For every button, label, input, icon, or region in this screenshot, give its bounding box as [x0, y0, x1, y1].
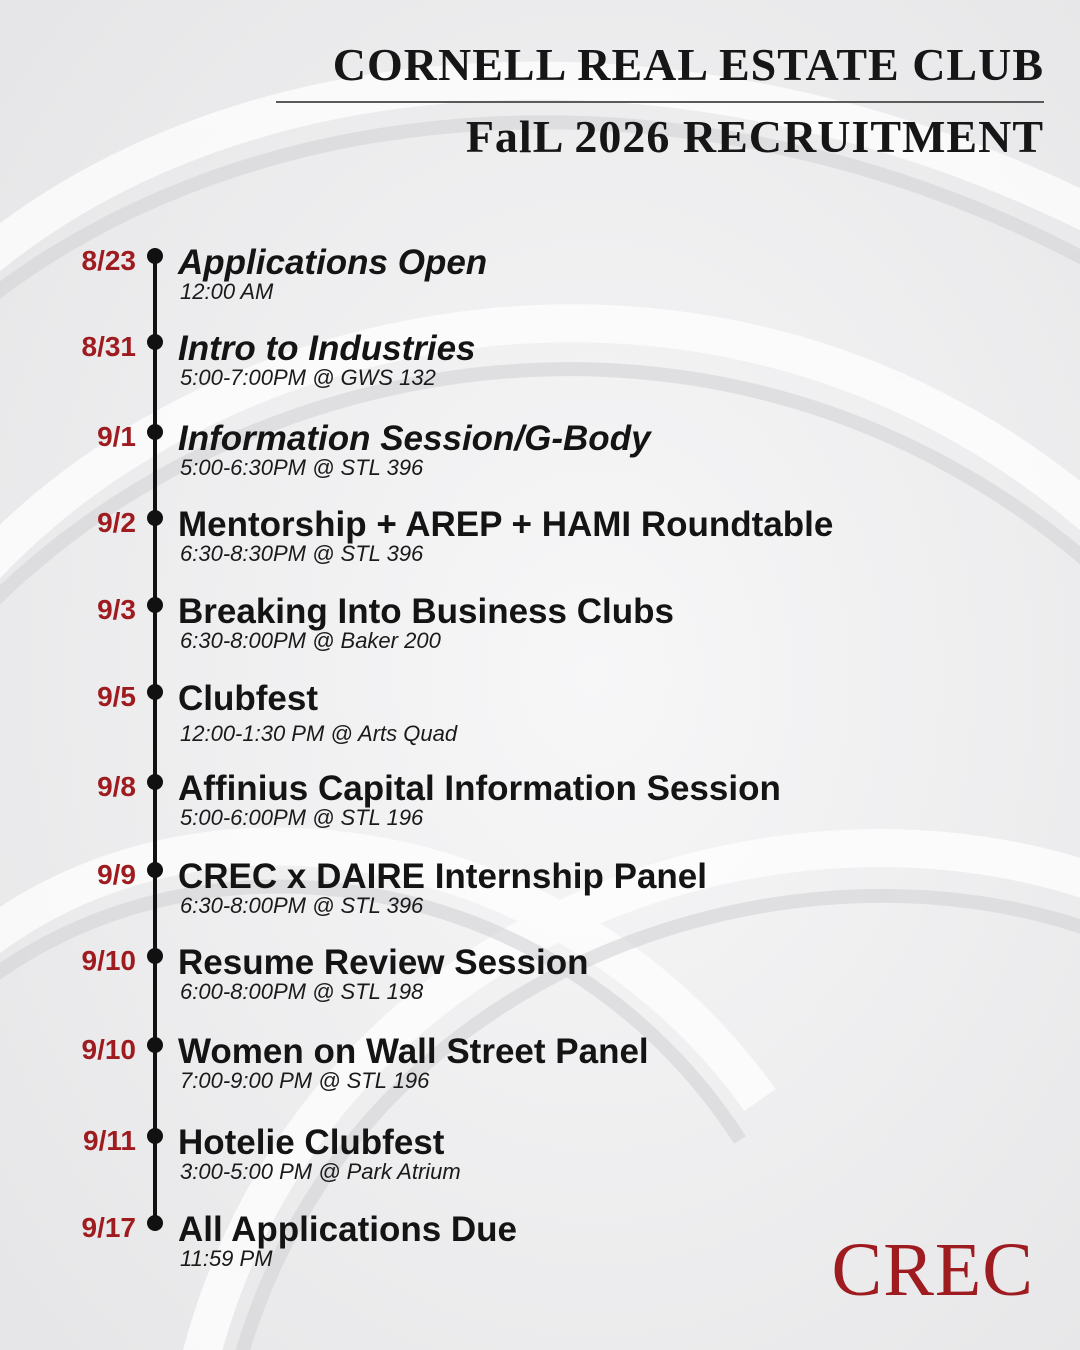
- event-time-location: 11:59 PM: [180, 1246, 273, 1271]
- timeline-dot: [147, 684, 163, 700]
- event-time-location: 5:00-6:00PM @ STL 196: [180, 805, 424, 830]
- event-title: Hotelie Clubfest: [178, 1123, 445, 1162]
- timeline-dot: [147, 248, 163, 264]
- event-date: 9/5: [97, 681, 136, 712]
- event-time-location: 6:30-8:30PM @ STL 396: [180, 541, 424, 566]
- event-date: 9/2: [97, 507, 136, 538]
- event-title: Women on Wall Street Panel: [178, 1032, 649, 1071]
- timeline-dot: [147, 424, 163, 440]
- timeline-event: [0, 944, 1080, 1024]
- timeline-dot: [147, 774, 163, 790]
- event-time-location: 6:30-8:00PM @ Baker 200: [180, 628, 441, 653]
- event-time-location: 6:00-8:00PM @ STL 198: [180, 979, 424, 1004]
- event-date: 9/11: [83, 1125, 136, 1156]
- timeline-event: [0, 770, 1080, 850]
- timeline-event: [0, 244, 1080, 324]
- event-time-location: 12:00 AM: [180, 279, 274, 304]
- timeline-dot: [147, 1215, 163, 1231]
- event-time-location: 5:00-6:30PM @ STL 396: [180, 455, 424, 480]
- recruitment-subtitle: FalL 2026 RECRUITMENT: [465, 111, 1044, 162]
- event-date: 9/3: [97, 594, 136, 625]
- event-title: Breaking Into Business Clubs: [178, 592, 674, 631]
- club-title: CORNELL REAL ESTATE CLUB: [332, 39, 1044, 90]
- event-title: Resume Review Session: [178, 943, 589, 982]
- timeline-event: [0, 593, 1080, 673]
- event-date: 8/23: [81, 245, 136, 276]
- event-title: Mentorship + AREP + HAMI Roundtable: [178, 505, 834, 544]
- event-title: Clubfest: [178, 679, 318, 718]
- event-date: 9/8: [97, 771, 136, 802]
- timeline-event: [0, 1033, 1080, 1113]
- event-date: 9/10: [81, 1034, 136, 1065]
- event-date: 9/1: [97, 421, 136, 452]
- event-time-location: 3:00-5:00 PM @ Park Atrium: [180, 1159, 461, 1184]
- timeline-dot: [147, 334, 163, 350]
- event-title: Information Session/G-Body: [178, 419, 651, 458]
- timeline-dot: [147, 597, 163, 613]
- event-title: Applications Open: [178, 243, 488, 282]
- timeline-event: [0, 680, 1080, 760]
- timeline-dot: [147, 1037, 163, 1053]
- crec-logo: CREC: [831, 1228, 1034, 1312]
- timeline-dot: [147, 510, 163, 526]
- event-date: 9/17: [81, 1212, 136, 1243]
- timeline-event: [0, 858, 1080, 938]
- event-time-location: 7:00-9:00 PM @ STL 196: [180, 1068, 430, 1093]
- timeline-event: [0, 420, 1080, 500]
- event-title: CREC x DAIRE Internship Panel: [178, 857, 707, 896]
- timeline-dot: [147, 862, 163, 878]
- event-title: Intro to Industries: [178, 329, 476, 368]
- event-time-location: 6:30-8:00PM @ STL 396: [180, 893, 424, 918]
- event-title: Affinius Capital Information Session: [178, 769, 781, 808]
- event-date: 9/9: [97, 859, 136, 890]
- event-date: 9/10: [81, 945, 136, 976]
- event-time-location: 12:00-1:30 PM @ Arts Quad: [180, 721, 458, 746]
- event-title: All Applications Due: [178, 1210, 518, 1249]
- timeline-event: [0, 1124, 1080, 1204]
- timeline-event: [0, 506, 1080, 586]
- timeline-event: [0, 330, 1080, 410]
- header: [244, 38, 1044, 92]
- event-time-location: 5:00-7:00PM @ GWS 132: [180, 365, 436, 390]
- event-date: 8/31: [81, 331, 136, 362]
- header-divider: [276, 101, 1044, 103]
- timeline-dot: [147, 948, 163, 964]
- timeline-dot: [147, 1128, 163, 1144]
